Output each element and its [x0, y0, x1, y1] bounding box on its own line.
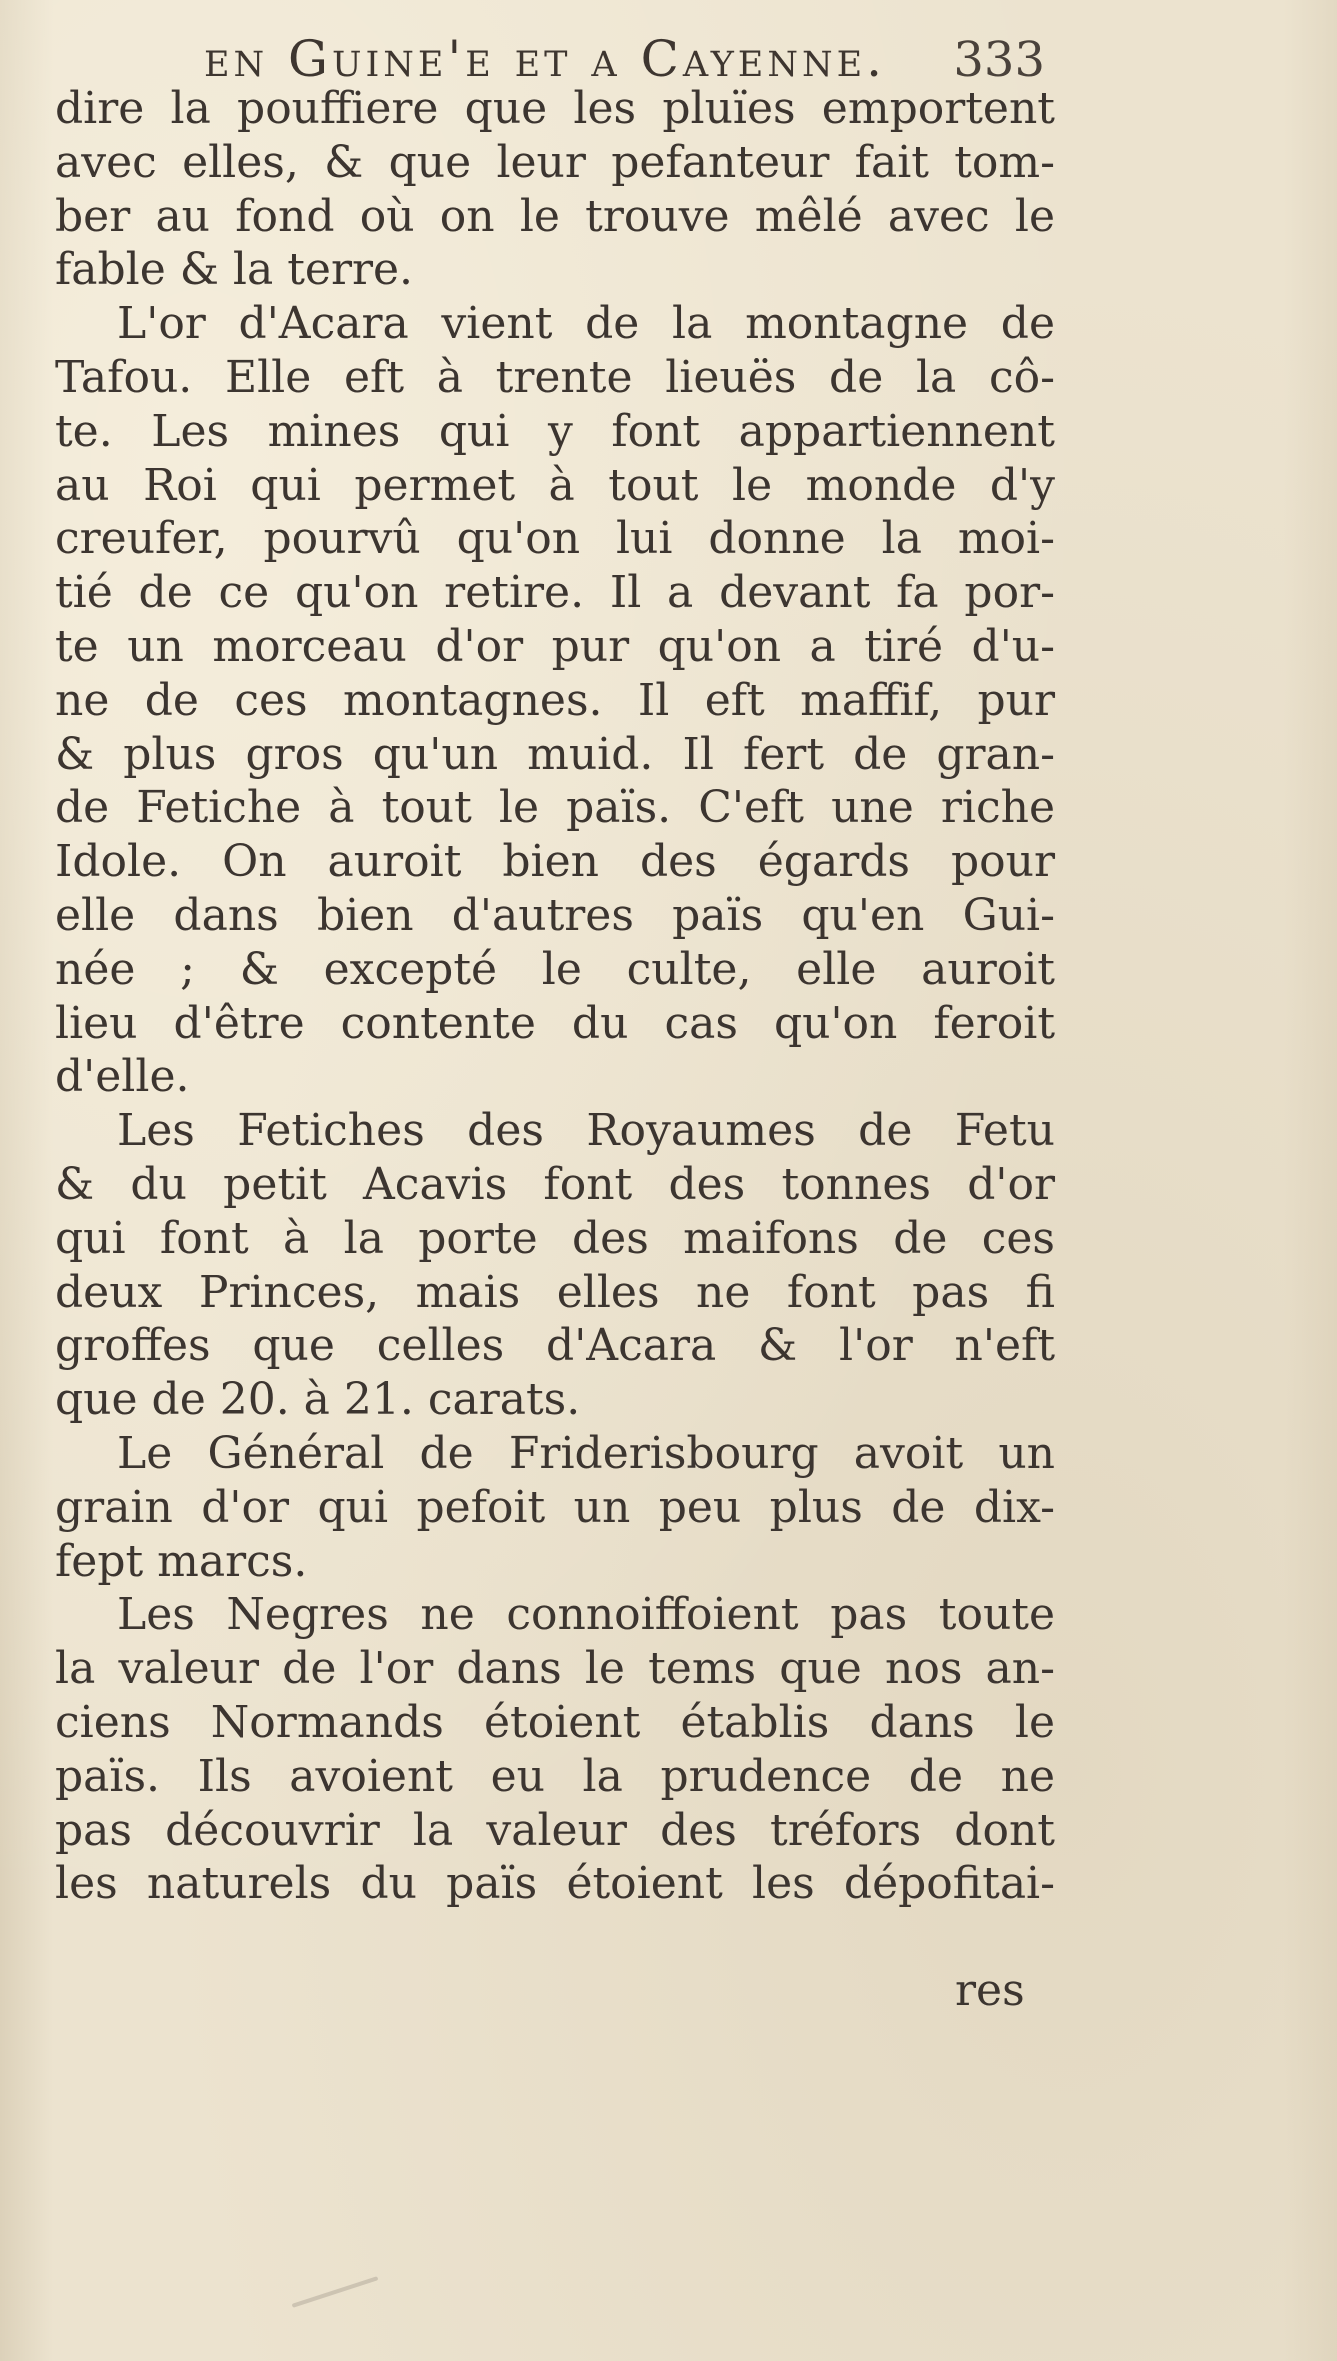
text-line: d'elle. [55, 1051, 190, 1103]
text-line: Les Fetiches des Royaumes de Fetu [117, 1105, 1055, 1157]
running-head [55, 30, 1060, 90]
text-line: grain d'or qui pefoit un peu plus de dix- [55, 1481, 1055, 1533]
text-line: ber au fond où on le trouve mêlé avec le [55, 190, 1055, 242]
text-line: ne de ces montagnes. Il eft maffif, pur [55, 674, 1055, 726]
text-line: deux Princes, mais elles ne font pas fi [55, 1266, 1055, 1318]
text-line: qui font à la porte des maifons de ces [55, 1212, 1055, 1264]
text-line: te un morceau d'or pur qu'on a tiré d'u- [55, 620, 1055, 672]
text-line: Les Negres ne connoiffoient pas toute [117, 1589, 1055, 1641]
text-line: que de 20. à 21. carats. [55, 1374, 581, 1426]
text-line: L'or d'Acara vient de la montagne de [117, 298, 1055, 350]
text-line: fept marcs. [55, 1535, 308, 1587]
text-line: & du petit Acavis font des tonnes d'or [55, 1158, 1055, 1210]
text-line: tié de ce qu'on retire. Il a devant fa por- [55, 567, 1055, 619]
text-line: pas découvrir la valeur des tréfors dont [55, 1804, 1055, 1856]
text-line: te. Les mines qui y font appartiennent [55, 405, 1055, 457]
page-number: 333 [953, 32, 1045, 88]
text-line: au Roi qui permet à tout le monde d'y [55, 459, 1055, 511]
running-title: en Guine'e et a Cayenne. [203, 30, 887, 88]
text-line: les naturels du païs étoient les dépofitai- [55, 1858, 1055, 1910]
text-line: la valeur de l'or dans le tems que nos an- [55, 1643, 1055, 1695]
text-line: & plus gros qu'un muid. Il fert de gran- [55, 728, 1055, 780]
text-line: Tafou. Elle eft à trente lieuës de la cô- [55, 351, 1055, 403]
ink-smudge [292, 2276, 379, 2308]
catchword: res [955, 1965, 1025, 2016]
text-line: dire la pouffiere que les pluïes emportent [55, 83, 1055, 134]
text-line: avec elles, & que leur pefanteur fait tom- [55, 136, 1055, 188]
text-line: païs. Ils avoient eu la prudence de ne [55, 1750, 1055, 1802]
text-line: Idole. On auroit bien des égards pour [55, 836, 1055, 888]
text-line: ciens Normands étoient établis dans le [55, 1696, 1055, 1748]
text-line: fable & la terre. [55, 244, 414, 296]
text-line: creufer, pourvû qu'on lui donne la moi- [55, 513, 1055, 565]
body-text [55, 82, 1055, 1911]
text-line: née ; & excepté le culte, elle auroit [55, 943, 1055, 995]
text-line: de Fetiche à tout le païs. C'eft une riche [55, 782, 1055, 834]
text-line: Le Général de Friderisbourg avoit un [117, 1427, 1055, 1479]
text-line: elle dans bien d'autres païs qu'en Gui- [55, 889, 1055, 941]
text-line: lieu d'être contente du cas qu'on feroit [55, 997, 1055, 1049]
text-line: groffes que celles d'Acara & l'or n'eft [55, 1320, 1055, 1372]
